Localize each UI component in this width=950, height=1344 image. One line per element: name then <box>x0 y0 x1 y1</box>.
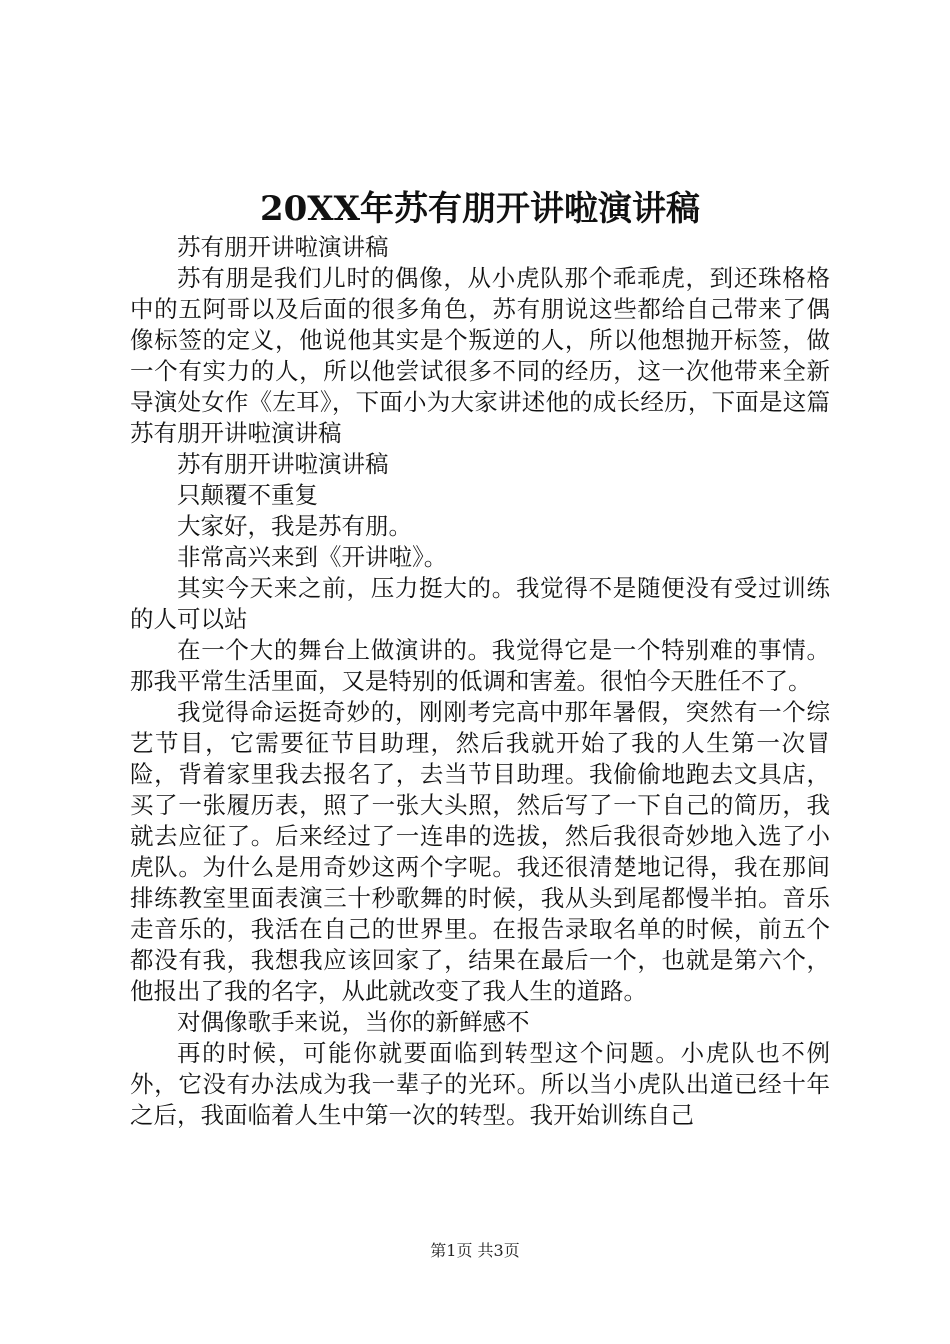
paragraph: 大家好，我是苏有朋。 <box>177 512 412 540</box>
paragraph: 非常高兴来到《开讲啦》。 <box>177 543 448 571</box>
page-footer <box>0 1240 950 1262</box>
paragraph: 再的时候，可能你就要面临到转型这个问题。小虎队也不例外，它没有办法成为我一辈子的光环。所以当小虎队出道已经十年之后，我面临着人生中第一次的转型。我开始训练自己 <box>130 1039 830 1129</box>
paragraph: 对偶像歌手来说，当你的新鲜感不 <box>177 1008 530 1036</box>
paragraph: 我觉得命运挺奇妙的，刚刚考完高中那年暑假，突然有一个综艺节目，它需要征节目助理，然后我就开始了我的人生第一次冒险，背着家里我去报名了，去当节目助理。我偷偷地跑去文具店，买了一张履历表，照了一张大头照，然后写了一下自己的简历，我就去应征了。后来经过了一连串的选拔，然后我很奇妙地入选了小虎队。为什么是用奇妙这两个字呢。我还很清楚地记得，我在那间排练教室里面表演三十秒歌舞的时候，我从头到尾都慢半拍。音乐走音乐的，我活在自己的世界里。在报告录取名单的时候，前五个都没有我，我想我应该回家了，结果在最后一个，也就是第六个，他报出了我的名字，从此就改变了我人生的道路。 <box>130 698 830 1005</box>
paragraph: 其实今天来之前，压力挺大的。我觉得不是随便没有受过训练的人可以站 <box>130 574 830 633</box>
paragraph: 苏有朋开讲啦演讲稿 <box>177 233 389 261</box>
paragraph: 苏有朋开讲啦演讲稿 <box>177 450 389 478</box>
document-body <box>130 232 830 1131</box>
paragraph: 在一个大的舞台上做演讲的。我觉得它是一个特别难的事情。那我平常生活里面，又是特别的低调和害羞。很怕今天胜任不了。 <box>130 636 830 695</box>
page-number-label: 第1页 共3页 <box>430 1241 520 1260</box>
paragraph: 只颠覆不重复 <box>177 481 318 509</box>
paragraph: 苏有朋是我们儿时的偶像，从小虎队那个乖乖虎，到还珠格格中的五阿哥以及后面的很多角色，苏有朋说这些都给自己带来了偶像标签的定义，他说他其实是个叛逆的人，所以他想抛开标签，做一个有实力的人，所以他尝试很多不同的经历，这一次他带来全新导演处女作《左耳》，下面小为大家讲述他的成长经历，下面是这篇苏有朋开讲啦演讲稿 <box>130 264 830 447</box>
document-title: 20XX年苏有朋开讲啦演讲稿 <box>259 189 701 229</box>
